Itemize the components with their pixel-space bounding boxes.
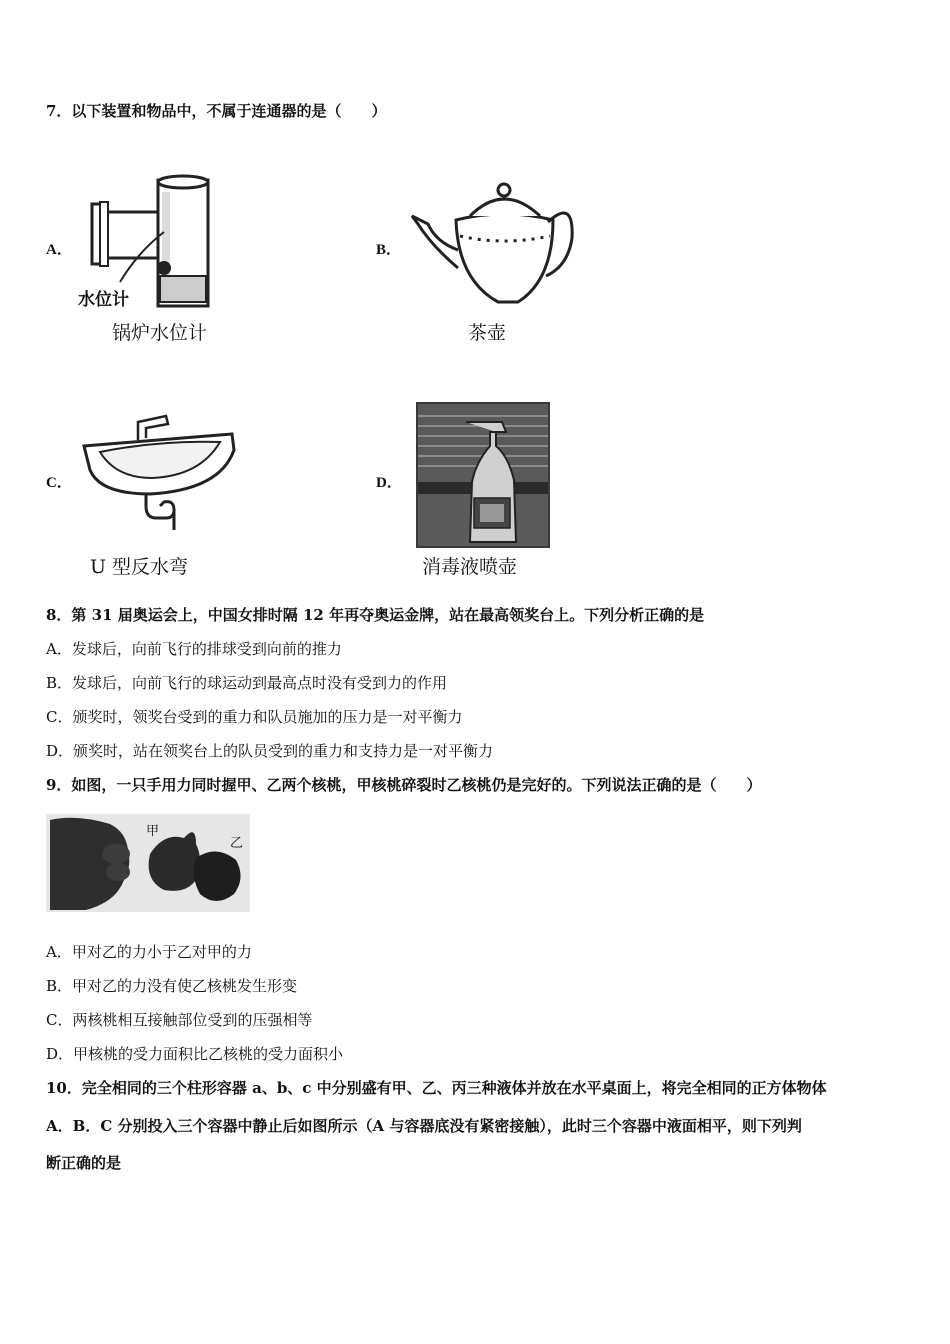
q9-option-d: D．甲核桃的受力面积比乙核桃的受力面积小 [46,1045,344,1063]
q10-stem-line-3: 断正确的是 [46,1154,122,1172]
q9-figure-label-yi: 乙 [230,836,244,851]
q8-stem: 8．第 31 届奥运会上，中国女排时隔 12 年再夺奥运金牌，站在最高领奖台上。下列分析正确的是 [46,606,705,624]
q7-option-c-label: C． [46,475,72,491]
q9-option-b: B．甲对乙的力没有使乙核桃发生形变 [46,977,298,995]
q10-stem-line-2: A．B．C 分别投入三个容器中静止后如图所示（A 与容器底没有紧密接触），此时三个容器中液面相平，则下列判 [46,1117,802,1135]
q8-option-a: A．发球后，向前飞行的排球受到向前的推力 [46,640,342,658]
q7-option-a-label: A． [46,242,72,258]
q7-option-d-caption: 消毒液喷壶 [422,556,518,578]
spray-bottle-photo [416,402,550,548]
q9-option-a: A．甲对乙的力小于乙对甲的力 [46,943,252,961]
teapot-figure [408,180,578,310]
q7-option-b-label: B． [376,242,402,258]
q8-option-c: C．颁奖时，领奖台受到的重力和队员施加的压力是一对平衡力 [46,708,463,726]
q9-option-c: C．两核桃相互接触部位受到的压强相等 [46,1011,313,1029]
q10-stem-line-1: 10．完全相同的三个柱形容器 a、b、c 中分别盛有甲、乙、丙三种液体并放在水平桌面上，将完全相同的正方体物体 [46,1079,827,1097]
q9-figure-label-jia: 甲 [146,824,160,839]
q7-option-b-caption: 茶壶 [468,322,507,344]
q8-option-b: B．发球后，向前飞行的球运动到最高点时没有受到力的作用 [46,674,448,692]
q8-option-d: D．颁奖时，站在领奖台上的队员受到的重力和支持力是一对平衡力 [46,742,494,760]
u-trap-sink-figure [80,410,240,550]
q7-option-c-caption: U 型反水弯 [90,556,189,578]
q7-option-a-inner-label: 水位计 [78,290,129,310]
q9-stem: 9．如图，一只手用力同时握甲、乙两个核桃，甲核桃碎裂时乙核桃仍是完好的。下列说法正确的是（ ） [46,776,762,794]
q7-option-d-label: D． [376,475,402,491]
q7-stem: 7．以下装置和物品中，不属于连通器的是（ ） [46,102,387,120]
q7-option-a-caption: 锅炉水位计 [112,322,208,344]
